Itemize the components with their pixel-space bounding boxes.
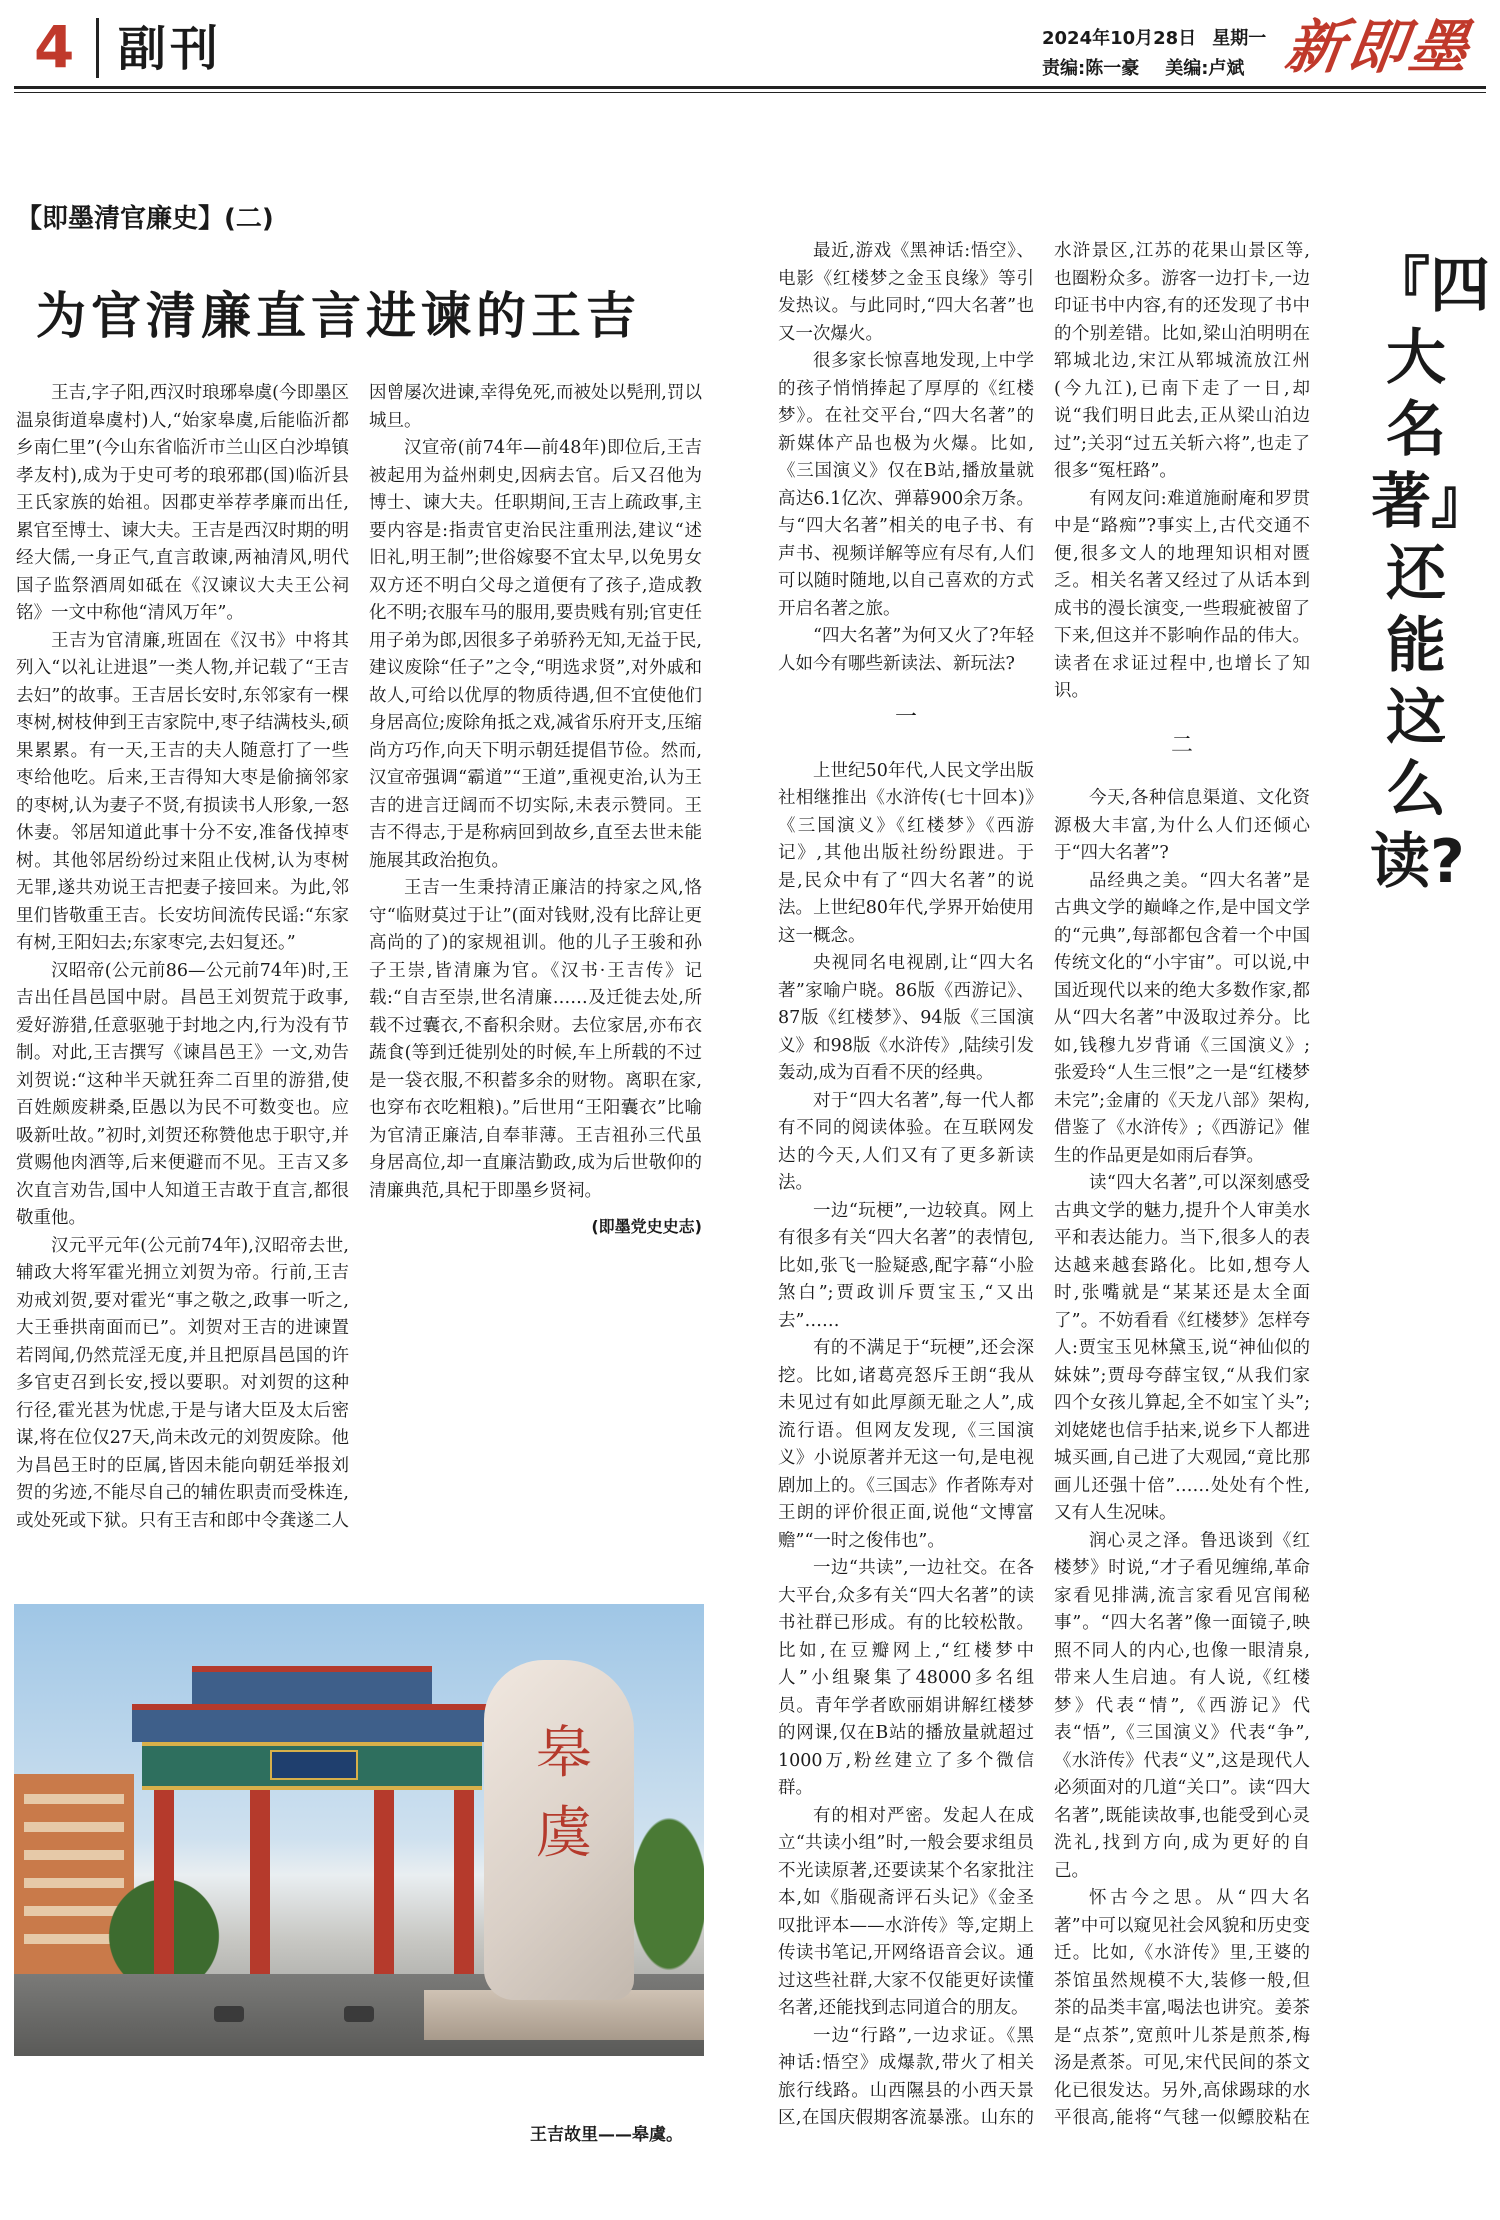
article2-paragraph: 央视同名电视剧,让“四大名著”家喻户晓。86版《西游记》、87版《红楼梦》、94版《三国演义》和98版《水浒传》,陆续引发轰动,成为百看不厌的经典。: [778, 953, 1034, 1083]
article1-title: 为官清廉直言进谏的王吉: [36, 287, 641, 345]
photo-car: [344, 2006, 374, 2022]
newspaper-logo: 新即墨: [1281, 13, 1477, 81]
section-number: 二: [1170, 732, 1193, 758]
masthead: [14, 10, 1486, 90]
photo-archway-roof: [132, 1704, 492, 1742]
photo-archway-roof: [192, 1666, 432, 1706]
article2-paragraph: 一边“行路”,一边求证。《黑神话:悟空》成爆款,带火了相关旅行线路。山西隰县的小西天景区,在国庆假期客流暴涨。山东的水浒景区,江苏的花果山景区等,也圈粉众多。游客一边打卡,一边印证书中内容,有的还发现了书中的个别差错。比如,梁山泊明明在郓城北边,宋江从郓城流放江州(今九江),已南下走了一日,却说“我们明日此去,正从梁山泊边过”;关羽“过五关斩六将”,也走了很多“冤枉路”。: [778, 241, 1310, 2128]
article2-paragraph: 上世纪50年代,人民文学出版社相继推出《水浒传(七十回本)》《三国演义》《红楼梦》《西游记》,其他出版社纷纷跟进。于是,民众中有了“四大名著”的说法。上世纪80年代,学界开始使用这一概念。: [778, 760, 1034, 946]
weekday-text: 星期一: [1212, 28, 1267, 49]
article2-paragraph: “四大名著”为何又火了?年轻人如今有哪些新读法、新玩法?: [778, 626, 1034, 674]
gaoyu-photo: [14, 1604, 704, 2056]
header-rule-thin: [14, 92, 1486, 93]
photo-trees: [624, 1804, 704, 1984]
article2-paragraph: 一边“共读”,一边社交。在各大平台,众多有关“四大名著”的读书社群已形成。有的比较松散。比如,在豆瓣网上,“红楼梦中人”小组聚集了48000多名组员。青年学者欧丽娟讲解红楼梦的网课,仅在B站的播放量就超过1000万,粉丝建立了多个微信群。: [778, 1558, 1034, 1798]
article1-paragraph: 汉宣帝(前74年—前48年)即位后,王吉被起用为益州刺史,因病去官。后又召他为博士、谏大夫。任职期间,王吉上疏政事,主要内容是:指责官吏治民注重刑法,建议“述旧礼,明王制”;世俗嫁娶不宜太早,以免男女双方还不明白父母之道便有了孩子,造成教化不明;衣服车马的服用,要贵贱有别;官吏任用子弟为郎,因很多子弟骄矜无知,无益于民,建议废除“任子”之令,“明选求贤”,对外戚和故人,可给以优厚的物质待遇,但不宜使他们身居高位;废除角抵之戏,减省乐府开支,压缩尚方巧作,向天下明示朝廷提倡节俭。然而,汉宣帝强调“霸道”“王道”,重视吏治,认为王吉的进言迂阔而不切实际,未表示赞同。王吉不得志,于是称病回到故乡,直至去世未能施展其政治抱负。: [369, 438, 702, 871]
photo-archway-pillar: [250, 1790, 270, 1980]
article1-paragraph: 王吉为官清廉,班固在《汉书》中将其列入“以礼让进退”一类人物,并记载了“王吉去妇”的故事。王吉居长安时,东邻家有一棵枣树,树枝伸到王吉家院中,枣子结满枝头,硕果累累。有一天,王吉的夫人随意打了一些枣给他吃。后来,王吉得知大枣是偷摘邻家的枣树,认为妻子不贤,有损读书人形象,一怒休妻。邻居知道此事十分不安,准备伐掉枣树。其他邻居纷纷过来阻止伐树,认为枣树无罪,遂共劝说王吉把妻子接回来。为此,邻里们皆敬重王吉。长安坊间流传民谣:“东家有树,王阳妇去;东家枣完,去妇复还。”: [16, 630, 349, 953]
article2-paragraph: 有的不满足于“玩梗”,还会深挖。比如,诸葛亮怒斥王朗“我从未见过有如此厚颜无耻之人”,成流行语。但网友发现,《三国演义》小说原著并无这一句,是电视剧加上的。《三国志》作者陈寿对王朗的评价很正面,说他“文博富赡”“一时之俊伟也”。: [778, 1338, 1034, 1551]
photo-archway-pillar: [154, 1790, 174, 1980]
article2-paragraph: 有网友问:难道施耐庵和罗贯中是“路痴”?事实上,古代交通不便,很多文人的地理知识相对匮乏。相关名著又经过了从话本到成书的漫长演变,一些瑕疵被留了下来,但这并不影响作品的伟大。读者在求证过程中,也增长了知识。: [1054, 488, 1310, 701]
date-text: 2024年10月28日: [1042, 28, 1197, 49]
photo-car: [214, 2006, 244, 2022]
issue-date: [1042, 24, 1282, 50]
article2-paragraph: 最近,游戏《黑神话:悟空》、电影《红楼梦之金玉良缘》等引发热议。与此同时,“四大名著”也又一次爆火。: [778, 241, 1034, 344]
art-editor: 美编:卢斌: [1165, 58, 1245, 79]
article1-source: (即墨党史史志): [591, 1217, 702, 1236]
photo-caption: 王吉故里——皋虞。: [530, 2125, 683, 2145]
page-number: 4: [34, 13, 75, 81]
article2-paragraph: 对于“四大名著”,每一代人都有不同的阅读体验。在互联网发达的今天,人们又有了更多新读法。: [778, 1090, 1034, 1193]
article2-paragraph: 品经典之美。“四大名著”是古典文学的巅峰之作,是中国文学的“元典”,每部都包含着一个中国传统文化的“小宇宙”。可以说,中国近现代以来的绝大多数作家,都从“四大名著”中汲取过养分。比如,钱穆九岁背诵《三国演义》;张爱玲“人生三恨”之一是“红楼梦未完”;金庸的《天龙八部》架构,借鉴了《水浒传》;《西游记》催生的作品更是如雨后春笋。: [1054, 870, 1310, 1166]
chief-editor: 责编:陈一豪: [1042, 58, 1140, 79]
section-number: 一: [894, 705, 917, 730]
article2-paragraph: 一边“玩梗”,一边较真。网上有很多有关“四大名著”的表情包,比如,张飞一脸疑惑,配字幕“小脸煞白”;贾政训斥贾宝玉,“又出去”……: [778, 1200, 1034, 1331]
article1-paragraph: 王吉一生秉持清正廉洁的持家之风,恪守“临财莫过于让”(面对钱财,没有比辞让更高尚的了)的家规祖训。他的儿子王骏和孙子王崇,皆清廉为官。《汉书·王吉传》记载:“自吉至崇,世名清廉……及迁徙去处,所载不过囊衣,不畜积余财。去位家居,亦布衣蔬食(等到迁徙别处的时候,车上所载的不过是一袋衣服,不积蓄多余的财物。离职在家,也穿布衣吃粗粮)。”后世用“王阳囊衣”比喻为官清正廉洁,自奉菲薄。王吉祖孙三代虽身居高位,却一直廉洁勤政,成为后世敬仰的清廉典范,具杞于即墨乡贤祠。: [369, 878, 702, 1201]
photo-stone-inscription: 皋虞: [536, 1721, 592, 1866]
article2-paragraph: 有的相对严密。发起人在成立“共读小组”时,一般会要求组员不光读原著,还要读某个名家批注本,如《脂砚斋评石头记》《金圣叹批评本——水浒传》等,定期上传读书笔记,开网络语音会议。通过这些社群,大家不仅能更好读懂名著,还能找到志同道合的朋友。: [778, 1805, 1034, 2018]
header-rule: [14, 86, 1486, 89]
article2-title: 『四大名著』还能这么读?: [1370, 251, 1490, 897]
article2-body: [778, 238, 1310, 2138]
article1-kicker: 【即墨清官廉史】(二): [16, 204, 274, 234]
photo-archway-plaque: [270, 1750, 358, 1780]
article1-paragraph: 王吉,字子阳,西汉时琅琊皋虞(今即墨区温泉街道皋虞村)人,“始家皋虞,后能临沂都乡南仁里”(今山东省临沂市兰山区白沙埠镇孝友村),成为于史可考的琅邪郡(国)临沂县王氏家族的始祖。因郡吏举荐孝廉而出任,累官至博士、谏大夫。王吉是西汉时期的明经大儒,一身正气,直言敢谏,两袖清风,明代国子监祭酒周如砥在《汉谏议大夫王公祠铭》一文中称他“清风万年”。: [16, 383, 349, 623]
photo-archway-pillar: [454, 1790, 474, 1980]
article2-paragraph: 今天,各种信息渠道、文化资源极大丰富,为什么人们还倾心于“四大名著”?: [1054, 788, 1310, 863]
article2-paragraph: 很多家长惊喜地发现,上中学的孩子悄悄捧起了厚厚的《红楼梦》。在社交平台,“四大名著”的新媒体产品也极为火爆。比如,《三国演义》仅在B站,播放量就高达6.1亿次、弹幕900余万条。与“四大名著”相关的电子书、有声书、视频详解等应有尽有,人们可以随时随地,以自己喜欢的方式开启名著之旅。: [778, 351, 1034, 619]
section-title: 副刊: [118, 21, 223, 77]
article1-paragraph: 汉昭帝(公元前86—公元前74年)时,王吉出任昌邑国中尉。昌邑王刘贺荒于政事,爱好游猎,任意驱驰于封地之内,行为没有节制。对此,王吉撰写《谏昌邑王》一文,劝告刘贺说:“这种半天就狂奔二百里的游猎,使百姓颇废耕桑,臣愚以为民不可数变也。应吸新吐故。”初时,刘贺还称赞他忠于职守,并赏赐他肉酒等,后来便避而不见。王吉又多次直言劝告,国中人知道王吉敢于直言,都很敬重他。: [16, 960, 349, 1228]
photo-archway-pillar: [374, 1790, 394, 1980]
article1-body: [16, 380, 702, 1550]
article2-paragraph: 怀古今之思。从“四大名著”中可以窥见社会风貌和历史变迁。比如,《水浒传》里,王婆的茶馆虽然规模不大,装修一般,但茶的品类丰富,喝法也讲究。姜茶是“点茶”,宽煎叶儿茶是煎茶,梅汤是煮茶。可见,宋代民间的茶文化已很发达。另外,高俅踢球的水平很高,能将“气毬一似鳔胶粘在: [1054, 1888, 1310, 2128]
article2-paragraph: 润心灵之泽。鲁迅谈到《红楼梦》时说,“才子看见缠绵,革命家看见排满,流言家看见宫闱秘事”。“四大名著”像一面镜子,映照不同人的内心,也像一眼清泉,带来人生启迪。有人说,《红楼梦》代表“情”,《西游记》代表“悟”,《三国演义》代表“争”,《水浒传》代表“义”,这是现代人必须面对的几道“关口”。读“四大名著”,既能读故事,也能受到心灵洗礼,找到方向,成为更好的自己。: [1054, 1530, 1310, 1881]
masthead-divider: [96, 18, 99, 78]
article2-paragraph: 读“四大名著”,可以深刻感受古典文学的魅力,提升个人审美水平和表达能力。当下,很多人的表达越来越套路化。比如,想夸人时,张嘴就是“某某还是太全面了”。不妨看看《红楼梦》怎样夸人:贾宝玉见林黛玉,说“神仙似的妹妹”;贾母夸薛宝钗,“从我们家四个女孩儿算起,全不如宝丫头”;刘姥姥也信手拈来,说乡下人都进城买画,自己进了大观园,“竟比那画儿还强十倍”……处处有个性,又有人生况味。: [1054, 1173, 1310, 1523]
editor-credits: [1042, 54, 1270, 80]
article1-paragraph: 汉元平元年(公元前74年),汉昭帝去世,辅政大将军霍光拥立刘贺为帝。行前,王吉劝戒刘贺,要对霍光“事之敬之,政事一听之,大王垂拱南面而已”。刘贺对王吉的进谏置若罔闻,仍然荒淫无度,并且把原昌邑国的许多官吏召到长安,授以要职。对刘贺的这种行径,霍光甚为忧虑,于是与诸大臣及太后密谋,将在位仅27天,尚未改元的刘贺废除。他为昌邑王时的臣属,皆因未能向朝廷举报刘贺的劣迹,不能尽自己的辅佐职责而受株连,或处死或下狱。只有王吉和郎中令龚遂二人因曾屡次进谏,幸得免死,而被处以髡刑,罚以城旦。: [16, 383, 702, 1531]
